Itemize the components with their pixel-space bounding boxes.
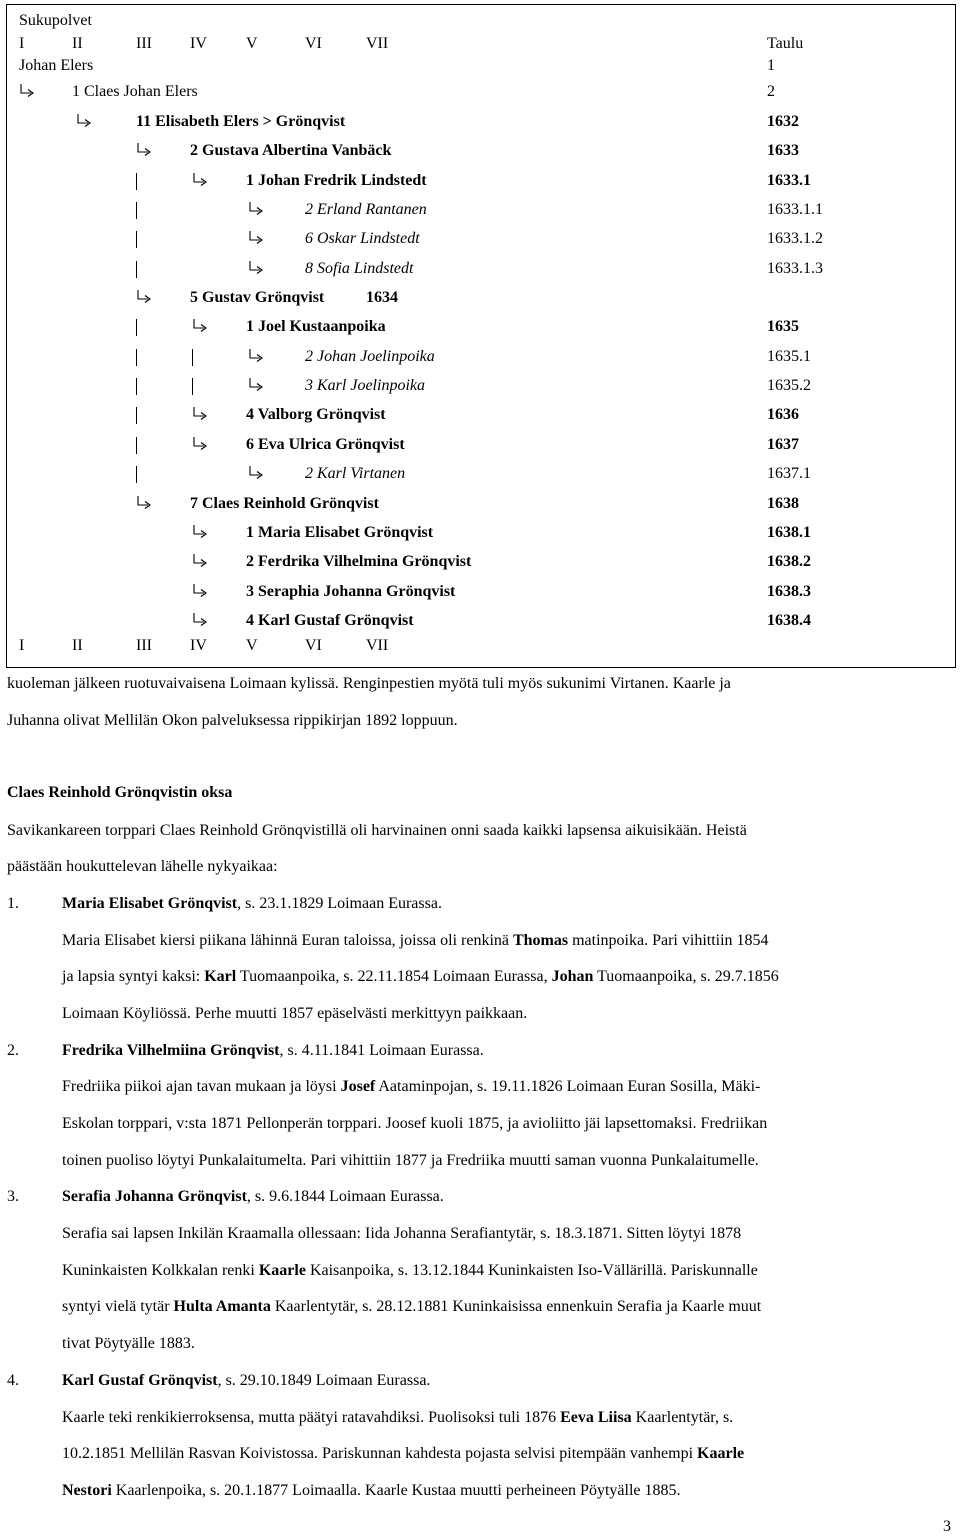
tree-person-name: 4 Karl Gustaf Grönqvist	[246, 612, 414, 629]
tree-connector-line	[136, 378, 137, 395]
descendant-arrow-icon	[136, 290, 153, 304]
child-birth: , s. 23.1.1829 Loimaan Eurassa.	[237, 895, 442, 912]
descendant-arrow-icon	[192, 584, 209, 598]
tree-table-ref: 1638.1	[767, 524, 811, 541]
child-heading	[62, 1188, 444, 1206]
tree-table-ref: 1635.1	[767, 348, 811, 365]
text-segment: Serafia sai lapsen Inkilän Kraamalla ollessaan: Iida Johanna Serafiantytär, s. 18.3.1871. Sitten löytyi 1878	[62, 1225, 742, 1242]
bold-name: Eeva Liisa	[560, 1409, 632, 1426]
child-paragraph-line	[62, 1298, 761, 1316]
tree-person-name: 8 Sofia Lindstedt	[305, 260, 414, 277]
generation-header-3: III	[136, 35, 152, 52]
generation-header-1: I	[19, 35, 25, 52]
text-segment: Fredriika piikoi ajan tavan mukaan ja löysi	[62, 1078, 341, 1095]
bold-name: Karl	[204, 968, 237, 985]
descendant-arrow-icon	[192, 407, 209, 421]
descendant-arrow-icon	[136, 143, 153, 157]
text-segment: Kaarlentytär, s. 28.12.1881 Kuninkaisissa ennenkuin Serafia ja Kaarle muut	[270, 1298, 762, 1315]
section-paragraph-line-1: Savikankareen torppari Claes Reinhold Grönqvistillä oli harvinainen onni saada kaikki lapsensa aikuisikään. Heistä	[7, 822, 747, 839]
text-segment: matinpoika. Pari vihittiin 1854	[568, 932, 769, 949]
child-paragraph-line	[62, 1005, 527, 1023]
generation-footer-5: V	[246, 637, 258, 654]
tree-table-ref: 1638	[767, 495, 799, 512]
tree-table-ref: 1633.1.1	[767, 201, 823, 218]
child-paragraph-line	[62, 1482, 681, 1500]
tree-person-name: 2 Ferdrika Vilhelmina Grönqvist	[246, 553, 472, 570]
tree-table-ref: 2	[767, 83, 775, 100]
text-segment: Loimaan Köyliössä. Perhe muutti 1857 epäselvästi merkittyyn paikkaan.	[62, 1005, 528, 1022]
text-segment: Eskolan torppari, v:sta 1871 Pellonperän torppari. Joosef kuoli 1875, ja avioliitto jäi lapsettomaksi. Fredriikan	[62, 1115, 768, 1132]
tree-person-name: 2 Johan Joelinpoika	[305, 348, 435, 365]
tree-table-ref: 1638.3	[767, 583, 811, 600]
bold-name: Johan	[551, 968, 594, 985]
text-segment: toinen puoliso löytyi Punkalaitumelta. Pari vihittiin 1877 ja Fredriika muutti saman vuonna Punkalaitumelle.	[62, 1152, 759, 1169]
text-segment: Tuomaanpoika, s. 29.7.1856	[593, 968, 779, 985]
text-segment: tivat Pöytyälle 1883.	[62, 1335, 195, 1352]
bold-name: Nestori	[62, 1482, 112, 1499]
descendant-arrow-icon	[192, 319, 209, 333]
tree-connector-line	[192, 349, 193, 366]
text-segment: Kaarlenpoika, s. 20.1.1877 Loimaalla. Kaarle Kustaa muutti perheineen Pöytyälle 1885.	[111, 1482, 681, 1499]
tree-table-ref: 1633.1	[767, 172, 811, 189]
text-segment: ja lapsia syntyi kaksi:	[62, 968, 205, 985]
text-segment: Tuomaanpoika, s. 22.11.1854 Loimaan Eurassa,	[236, 968, 552, 985]
tree-connector-line	[136, 231, 137, 248]
tree-person-name: 11 Elisabeth Elers > Grönqvist	[136, 113, 346, 130]
tree-table-ref: 1632	[767, 113, 799, 130]
descendant-arrow-icon	[248, 349, 265, 363]
tree-person-name: 1 Claes Johan Elers	[72, 83, 198, 100]
bold-name: Kaarle	[258, 1262, 306, 1279]
descendant-arrow-icon	[248, 378, 265, 392]
bold-name: Kaarle	[697, 1445, 745, 1462]
child-paragraph-line	[62, 1445, 744, 1463]
child-paragraph-line	[62, 1078, 760, 1096]
descendant-arrow-icon	[136, 496, 153, 510]
generation-footer-7: VII	[366, 637, 389, 654]
descendant-arrow-icon	[248, 466, 265, 480]
tree-person-name: 2 Karl Virtanen	[305, 465, 406, 482]
child-name: Maria Elisabet Grönqvist	[62, 895, 238, 912]
tree-person-name: 4 Valborg Grönqvist	[246, 406, 386, 423]
tree-person-name: 3 Seraphia Johanna Grönqvist	[246, 583, 456, 600]
tree-connector-line	[136, 407, 137, 424]
tree-connector-line	[136, 466, 137, 483]
tree-connector-line	[136, 319, 137, 336]
generation-header-5: V	[246, 35, 258, 52]
generation-header-4: IV	[190, 35, 207, 52]
tree-person-name: 6 Eva Ulrica Grönqvist	[246, 436, 405, 453]
tree-person-name: 3 Karl Joelinpoika	[305, 377, 425, 394]
tree-person-name: 1 Johan Fredrik Lindstedt	[246, 172, 427, 189]
table-label: Taulu	[767, 35, 804, 52]
tree-title: Sukupolvet	[19, 12, 92, 29]
child-heading	[62, 1042, 484, 1060]
tree-connector-line	[136, 261, 137, 278]
tree-person-name: Johan Elers	[19, 57, 94, 74]
text-segment: syntyi vielä tytär	[62, 1298, 174, 1315]
child-heading	[62, 1372, 430, 1390]
descendant-arrow-icon	[192, 525, 209, 539]
child-paragraph-line	[62, 1152, 759, 1170]
text-segment: Aataminpojan, s. 19.11.1826 Loimaan Euran Sosilla, Mäki-	[375, 1078, 761, 1095]
tree-table-ref: 1638.4	[767, 612, 811, 629]
text-segment: Maria Elisabet kiersi piikana lähinnä Euran taloissa, joissa oli renkinä	[62, 932, 513, 949]
tree-table-ref: 1633.1.2	[767, 230, 823, 247]
child-paragraph-line	[62, 1262, 758, 1280]
text-segment: Kaisanpoika, s. 13.12.1844 Kuninkaisten Iso-Vällärillä. Pariskunnalle	[305, 1262, 758, 1279]
descendant-arrow-icon	[192, 554, 209, 568]
page-number: 3	[943, 1518, 951, 1535]
child-heading	[62, 895, 442, 913]
text-segment: Kuninkaisten Kolkkalan renki	[62, 1262, 259, 1279]
tree-table-ref: 1636	[767, 406, 799, 423]
tree-person-name: 1 Joel Kustaanpoika	[246, 318, 386, 335]
tree-person-name: 5 Gustav Grönqvist	[190, 289, 325, 306]
intro-line-2: Juhanna olivat Mellilän Okon palveluksessa rippikirjan 1892 loppuun.	[7, 712, 458, 729]
descendant-arrow-icon	[192, 173, 209, 187]
child-name: Fredrika Vilhelmiina Grönqvist	[62, 1042, 280, 1059]
child-paragraph-line	[62, 968, 779, 986]
section-paragraph-line-2: päästään houkuttelevan lähelle nykyaikaa:	[7, 858, 278, 875]
tree-connector-line	[136, 202, 137, 219]
child-name: Karl Gustaf Grönqvist	[62, 1372, 218, 1389]
descendant-arrow-icon	[248, 231, 265, 245]
tree-person-name: 1 Maria Elisabet Grönqvist	[246, 524, 434, 541]
generation-header-6: VI	[305, 35, 322, 52]
tree-table-ref: 1638.2	[767, 553, 811, 570]
generation-footer-3: III	[136, 637, 152, 654]
text-segment: 10.2.1851 Mellilän Rasvan Koivistossa. Pariskunnan kahdesta pojasta selvisi pitempään vanhempi	[62, 1445, 698, 1462]
tree-table-ref: 1633	[767, 142, 799, 159]
tree-connector-line	[136, 437, 137, 454]
child-name: Serafia Johanna Grönqvist	[62, 1188, 247, 1205]
tree-table-ref: 1635.2	[767, 377, 811, 394]
tree-person-name: 7 Claes Reinhold Grönqvist	[190, 495, 379, 512]
bold-name: Josef	[340, 1078, 376, 1095]
descendant-arrow-icon	[192, 613, 209, 627]
intro-line-1: kuoleman jälkeen ruotuvaivaisena Loimaan kylissä. Renginpestien myötä tuli myös sukunimi Virtanen. Kaarle ja	[7, 675, 731, 692]
text-segment: Kaarlentytär, s.	[631, 1409, 734, 1426]
tree-table-ref: 1634	[366, 289, 398, 306]
generation-tree-box	[6, 4, 956, 668]
generation-footer-6: VI	[305, 637, 322, 654]
child-paragraph-line	[62, 1115, 767, 1133]
child-paragraph-line	[62, 1335, 195, 1353]
child-birth: , s. 4.11.1841 Loimaan Eurassa.	[279, 1042, 484, 1059]
generation-footer-4: IV	[190, 637, 207, 654]
tree-table-ref: 1	[767, 57, 775, 74]
tree-person-name: 2 Gustava Albertina Vanbäck	[190, 142, 392, 159]
descendant-arrow-icon	[76, 114, 93, 128]
child-birth: , s. 29.10.1849 Loimaan Eurassa.	[217, 1372, 431, 1389]
text-segment: Kaarle teki renkikierroksensa, mutta päätyi ratavahdiksi. Puolisoksi tuli 1876	[62, 1409, 561, 1426]
bold-name: Thomas	[512, 932, 569, 949]
child-number: 3.	[7, 1188, 19, 1205]
descendant-arrow-icon	[248, 261, 265, 275]
generation-footer-1: I	[19, 637, 25, 654]
tree-table-ref: 1637.1	[767, 465, 811, 482]
child-birth: , s. 9.6.1844 Loimaan Eurassa.	[246, 1188, 444, 1205]
descendant-arrow-icon	[192, 437, 209, 451]
child-number: 1.	[7, 895, 19, 912]
tree-connector-line	[136, 173, 137, 190]
tree-connector-line	[192, 378, 193, 395]
descendant-arrow-icon	[248, 202, 265, 216]
generation-header-2: II	[72, 35, 83, 52]
tree-table-ref: 1635	[767, 318, 799, 335]
child-paragraph-line	[62, 1225, 741, 1243]
tree-person-name: 6 Oskar Lindstedt	[305, 230, 420, 247]
child-number: 4.	[7, 1372, 19, 1389]
bold-name: Hulta Amanta	[173, 1298, 271, 1315]
tree-table-ref: 1637	[767, 436, 799, 453]
tree-table-ref: 1633.1.3	[767, 260, 823, 277]
child-paragraph-line	[62, 932, 769, 950]
descendant-arrow-icon	[19, 84, 36, 98]
tree-connector-line	[136, 349, 137, 366]
child-number: 2.	[7, 1042, 19, 1059]
generation-header-7: VII	[366, 35, 389, 52]
section-heading: Claes Reinhold Grönqvistin oksa	[7, 784, 233, 801]
tree-person-name: 2 Erland Rantanen	[305, 201, 427, 218]
child-paragraph-line	[62, 1409, 733, 1427]
generation-footer-2: II	[72, 637, 83, 654]
